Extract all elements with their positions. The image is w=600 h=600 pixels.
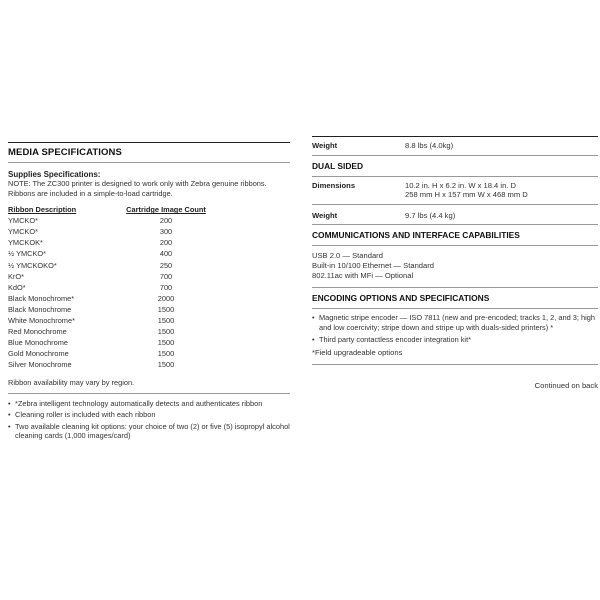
dimensions-metric: 258 mm H x 157 mm W x 468 mm D: [405, 190, 528, 200]
supplies-specifications-title: Supplies Specifications:: [8, 170, 101, 179]
ribbon-description: YMCKO*: [8, 227, 38, 237]
image-count: 1500: [157, 327, 175, 337]
ribbon-availability-note: Ribbon availability may vary by region.: [8, 377, 135, 387]
communications-list: [312, 246, 598, 288]
dimensions-label: Dimensions: [312, 180, 356, 190]
ribbon-description: ½ YMCKO*: [8, 249, 47, 259]
list-item: • Two available cleaning kit options: your choice of two (2) or five (5) isopropyl alcohol cleaning cards (1,000 images/card): [8, 422, 290, 441]
image-count: 200: [159, 238, 173, 248]
dimensions-imperial: 10.2 in. H x 6.2 in. W x 18.4 in. D: [405, 180, 517, 190]
table-row: [8, 326, 290, 337]
ribbon-description: Black Monochrome*: [8, 293, 75, 303]
ribbon-description: Black Monochrome: [8, 304, 72, 314]
divider: [8, 393, 290, 394]
image-count: 1500: [157, 360, 175, 370]
weight-label: Weight: [312, 141, 338, 150]
cartridge-image-count-header: Cartridge Image Count: [126, 205, 206, 215]
dimensions-row: [312, 177, 598, 205]
table-row: [8, 348, 290, 359]
list-item: 802.11ac with MFi — Optional: [312, 271, 414, 281]
ribbon-description: Red Monochrome: [8, 327, 67, 337]
table-row: [8, 260, 290, 271]
media-specifications-title: MEDIA SPECIFICATIONS: [8, 142, 290, 163]
encoding-options: [312, 309, 598, 365]
encoding-bullet-list: [312, 313, 598, 344]
image-count: 700: [159, 271, 173, 281]
communications-title: COMMUNICATIONS AND INTERFACE CAPABILITIES: [312, 225, 598, 246]
field-upgradeable-note: *Field upgradeable options: [312, 348, 403, 358]
table-row: [8, 359, 290, 370]
table-row: [8, 271, 290, 282]
table-row: [8, 293, 290, 304]
table-row: [8, 248, 290, 259]
image-count: 2000: [157, 293, 175, 303]
supplies-note: NOTE: The ZC300 printer is designed to work only with Zebra genuine ribbons. Ribbons are included in a simple-to-load cartridge.: [8, 179, 267, 198]
ribbon-description: White Monochrome*: [8, 316, 75, 326]
weight-label: Weight: [312, 210, 338, 220]
image-count: 1500: [157, 316, 175, 326]
right-specifications-column: [312, 136, 598, 390]
image-count: 1500: [157, 304, 175, 314]
ribbon-description-header: Ribbon Description: [8, 205, 77, 215]
ribbon-description: YMCKO*: [8, 216, 38, 226]
ribbon-description: Blue Monochrome: [8, 338, 68, 348]
table-row: [8, 237, 290, 248]
image-count: 200: [159, 216, 173, 226]
dimensions-value: [405, 181, 598, 200]
ribbon-table-header: [8, 205, 290, 215]
image-count: 1500: [157, 349, 175, 359]
dual-sided-heading: DUAL SIDED: [312, 156, 598, 177]
list-item: • Magnetic stripe encoder — ISO 7811 (new and pre-encoded; tracks 1, 2, and 3; high and low coercivity; stripe down and stripe up with duals-sided printers) *: [312, 313, 598, 332]
table-row: [8, 282, 290, 293]
image-count: 700: [159, 282, 173, 292]
image-count: 250: [159, 260, 173, 270]
ribbon-description: KrO*: [8, 271, 25, 281]
image-count: 1500: [157, 338, 175, 348]
weight-value: 8.8 lbs (4.0kg): [405, 141, 454, 150]
ribbon-table: [8, 205, 290, 370]
list-item: • Third party contactless encoder integration kit*: [312, 335, 598, 345]
ribbon-description: KdO*: [8, 282, 26, 292]
table-row: [8, 215, 290, 226]
list-item: Built-in 10/100 Ethernet — Standard: [312, 261, 434, 271]
ribbon-description: Silver Monochrome: [8, 360, 72, 370]
ribbon-description: Gold Monochrome: [8, 349, 69, 359]
weight-row: [312, 136, 598, 156]
list-item: • Cleaning roller is included with each ribbon: [8, 410, 290, 420]
media-bullet-list: [8, 399, 290, 441]
encoding-title: ENCODING OPTIONS AND SPECIFICATIONS: [312, 288, 598, 309]
image-count: 400: [159, 249, 173, 259]
image-count: 300: [159, 227, 173, 237]
media-specifications-section: [8, 142, 290, 443]
table-row: [8, 315, 290, 326]
weight-dual-row: [312, 205, 598, 226]
ribbon-description: ½ YMCKOKO*: [8, 260, 57, 270]
ribbon-description: YMCKOK*: [8, 238, 43, 248]
table-row: [8, 337, 290, 348]
table-row: [8, 226, 290, 237]
list-item: USB 2.0 — Standard: [312, 251, 383, 261]
list-item: • *Zebra intelligent technology automatically detects and authenticates ribbon: [8, 399, 290, 409]
table-row: [8, 304, 290, 315]
weight-value: 9.7 lbs (4.4 kg): [405, 210, 456, 220]
continued-on-back: Continued on back: [534, 381, 598, 391]
